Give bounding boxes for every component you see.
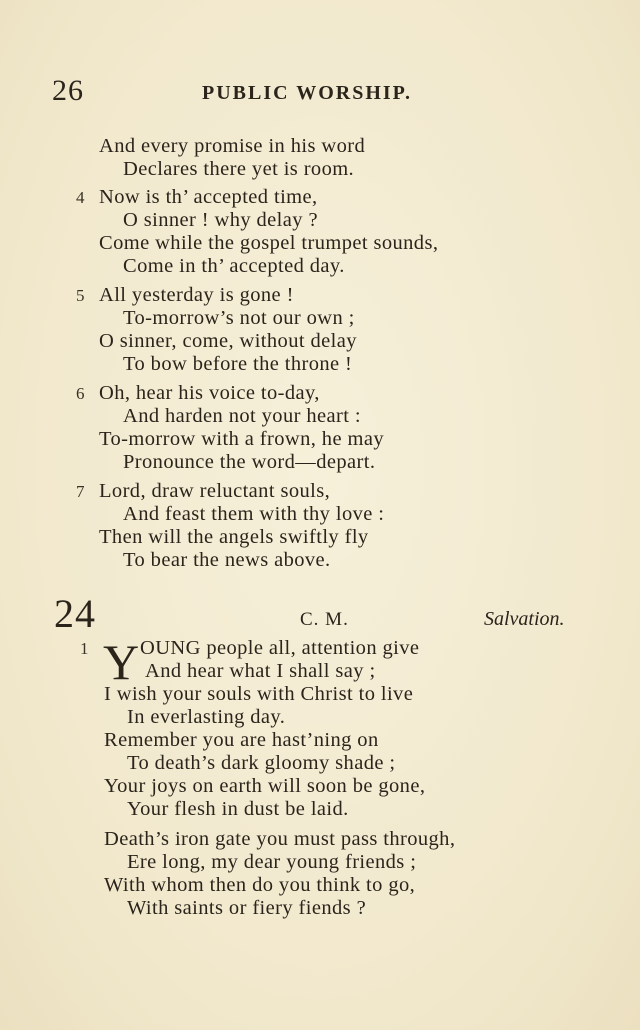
verse-line: Come in th’ accepted day.: [123, 255, 345, 277]
verse-line: Pronounce the word—depart.: [123, 451, 376, 473]
verse-number: 6: [76, 384, 85, 403]
verse-line: To death’s dark gloomy shade ;: [127, 752, 396, 774]
verse-line: O sinner, come, without delay: [99, 330, 357, 352]
verse-line: To-morrow with a frown, he may: [99, 428, 384, 450]
verse-line: Lord, draw reluctant souls,: [99, 480, 331, 502]
verse-line: In everlasting day.: [127, 706, 286, 728]
verse-line: Oh, hear his voice to-day,: [99, 382, 320, 404]
verse-line: Your flesh in dust be laid.: [127, 798, 349, 820]
verse-line: And every promise in his word: [99, 135, 366, 157]
verse-line: I wish your souls with Christ to live: [104, 683, 414, 705]
tune-name: Salvation.: [484, 608, 565, 630]
verse-line: Remember you are hast’ning on: [104, 729, 379, 751]
verse-line: With saints or fiery fiends ?: [127, 897, 367, 919]
verse-line: Come while the gospel trumpet sounds,: [99, 232, 439, 254]
verse-line: And hear what I shall say ;: [145, 660, 376, 682]
verse-line: Death’s iron gate you must pass through,: [104, 828, 456, 850]
verse-line: To bow before the throne !: [123, 353, 353, 375]
verse-line: Ere long, my dear young friends ;: [127, 851, 417, 873]
verse-line: Then will the angels swiftly fly: [99, 526, 369, 548]
verse-number: 1: [80, 639, 89, 658]
verse-line: Declares there yet is room.: [123, 158, 355, 180]
verse-line: With whom then do you think to go,: [104, 874, 416, 896]
verse-line: And feast them with thy love :: [123, 503, 385, 525]
verse-number: 4: [76, 188, 85, 207]
verse-line: Now is th’ accepted time,: [99, 186, 318, 208]
verse-line: Your joys on earth will soon be gone,: [104, 775, 426, 797]
verse-line: And harden not your heart :: [123, 405, 361, 427]
verse-line: OUNG people all, attention give: [140, 637, 420, 659]
hymn-number: 24: [54, 591, 96, 636]
verse-number: 7: [76, 482, 85, 501]
verse-number: 5: [76, 286, 85, 305]
verse-line: All yesterday is gone !: [99, 284, 294, 306]
drop-cap: Y: [103, 634, 140, 690]
running-title: PUBLIC WORSHIP.: [202, 82, 413, 104]
page-number: 26: [52, 74, 84, 107]
verse-line: To bear the news above.: [123, 549, 331, 571]
verse-line: To-morrow’s not our own ;: [123, 307, 355, 329]
verse-line: O sinner ! why delay ?: [123, 209, 318, 231]
hymn-meter: C. M.: [300, 609, 349, 630]
page-header: [52, 74, 588, 114]
